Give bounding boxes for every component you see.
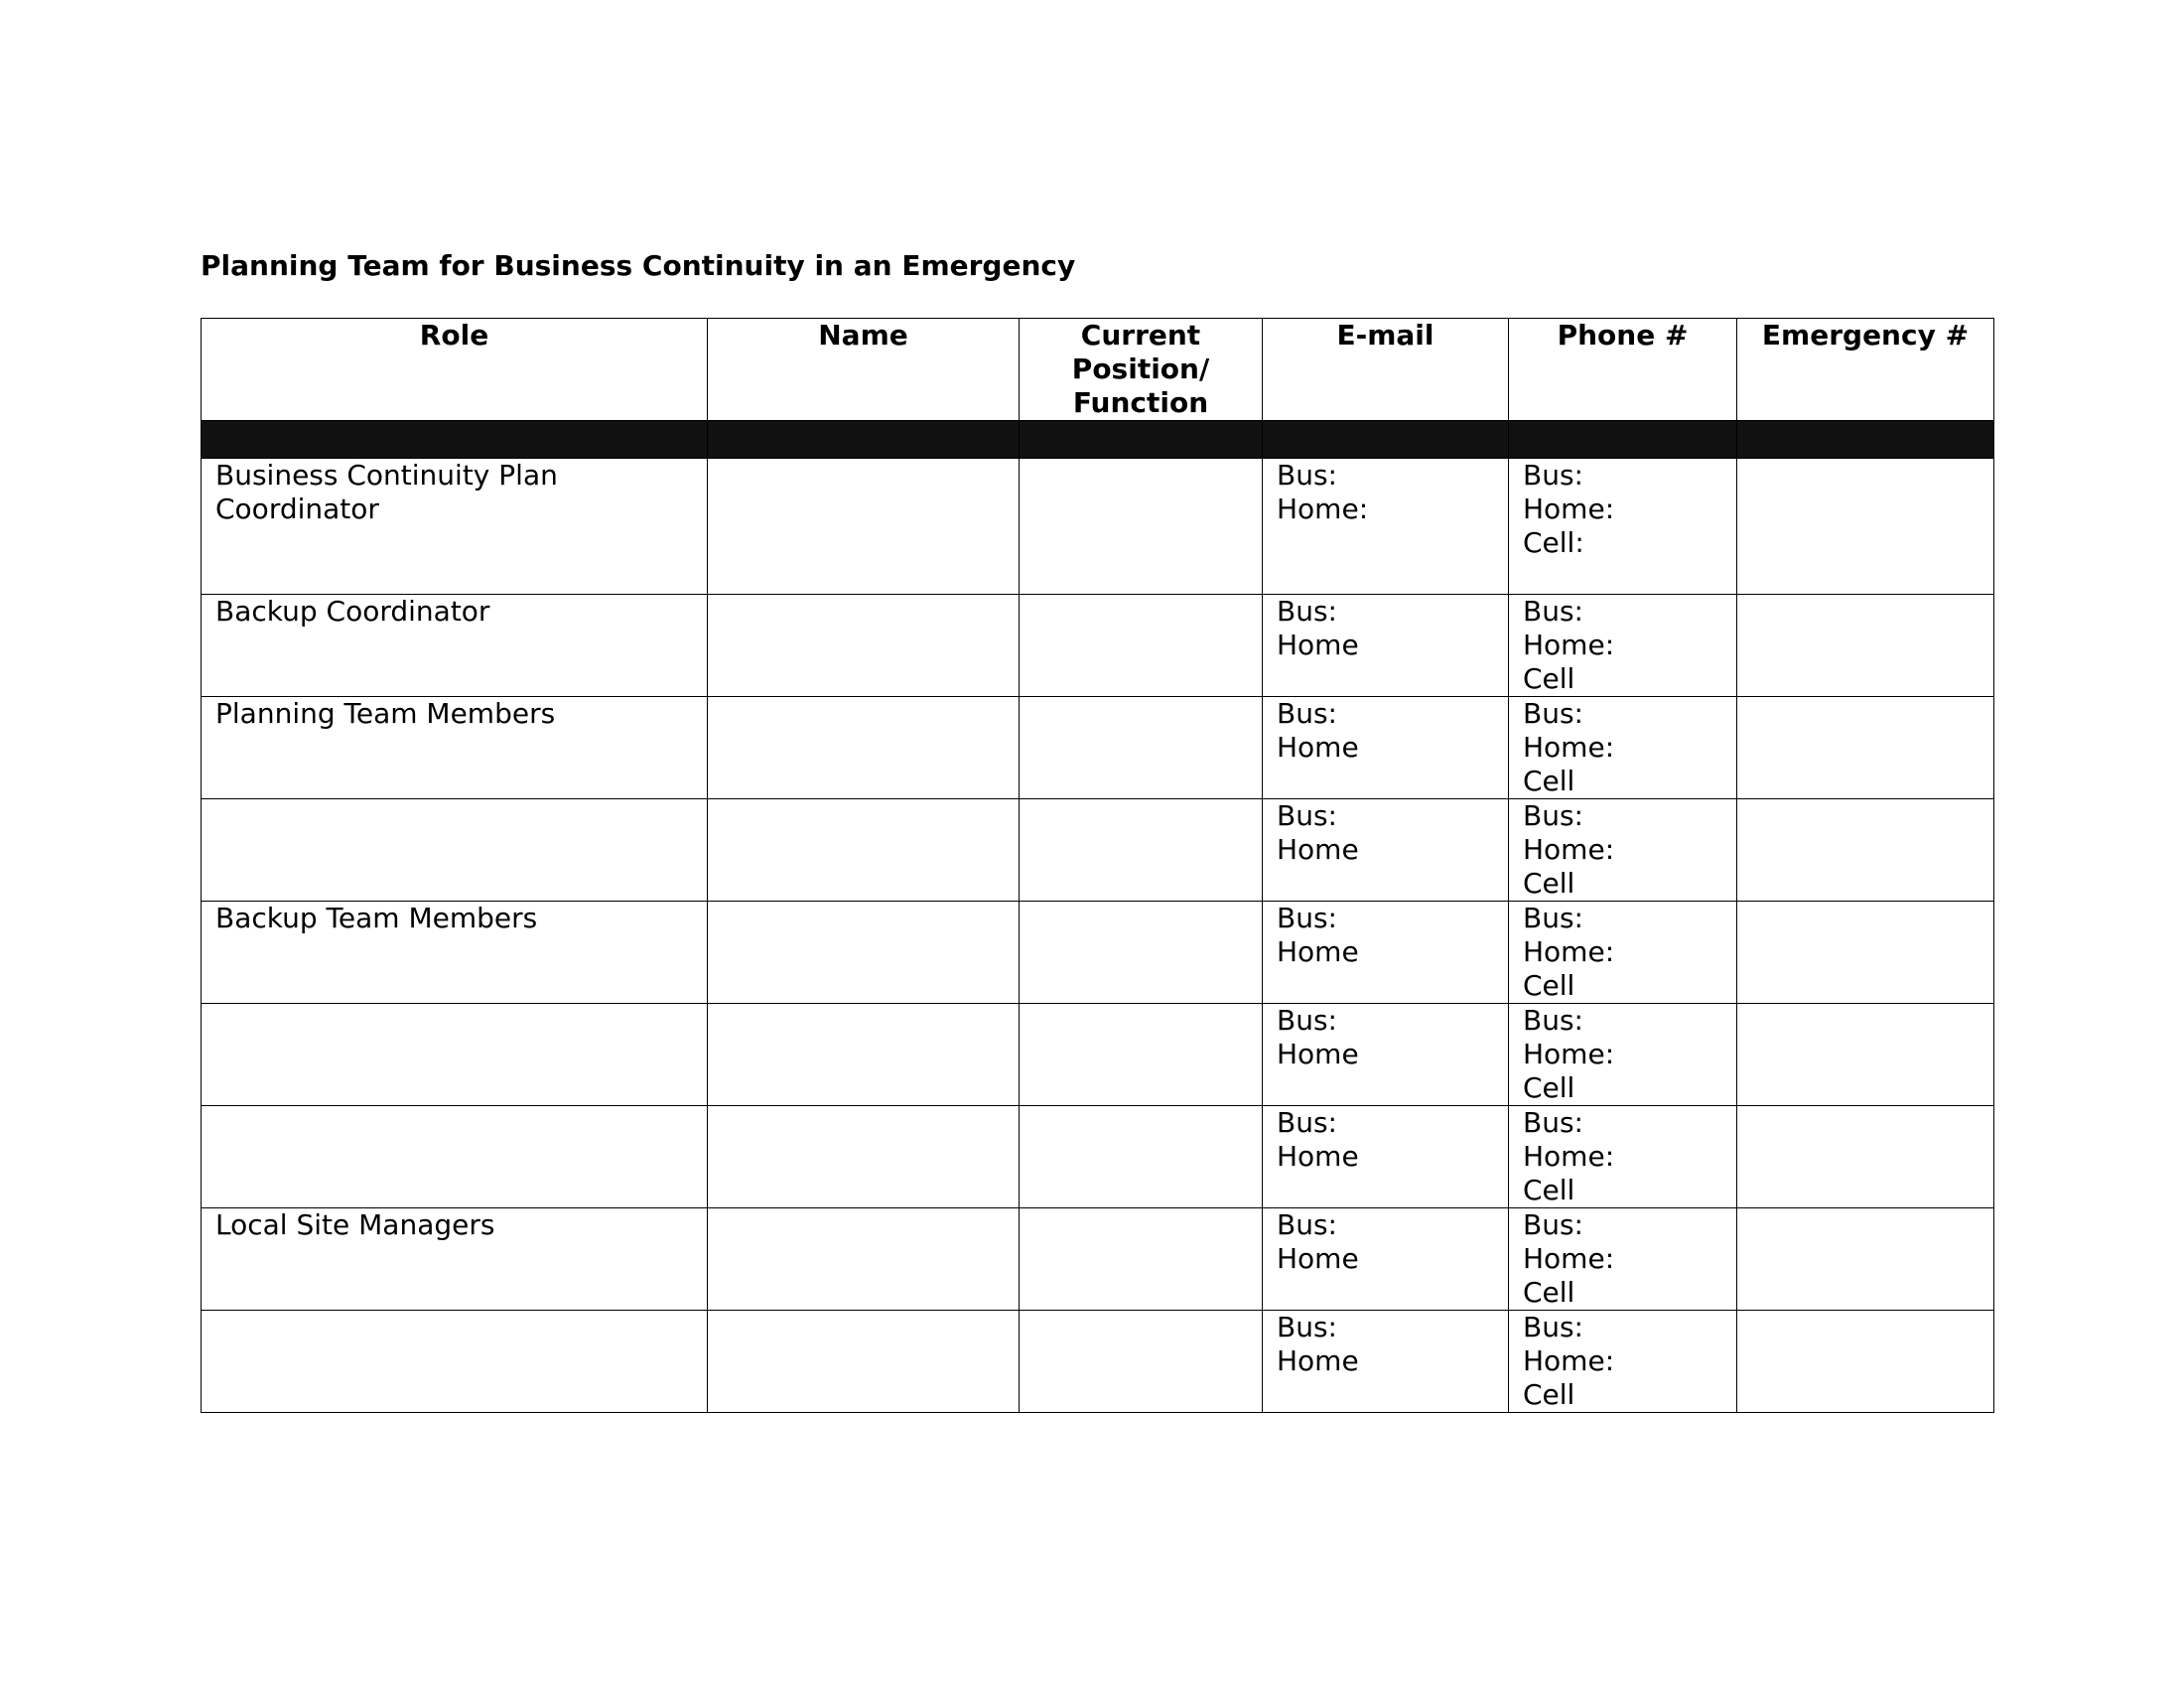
phone-label: Cell: [1523, 969, 1575, 1002]
phone-label: Bus:: [1523, 1311, 1583, 1343]
header-position-line: Position/: [1071, 352, 1210, 385]
role-cell[interactable]: Business Continuity Plan Coordinator: [202, 459, 708, 595]
email-label: Bus:: [1277, 1004, 1337, 1037]
phone-label: Bus:: [1523, 459, 1583, 492]
table-row: [202, 459, 1994, 595]
emergency-cell[interactable]: [1737, 595, 1994, 697]
email-cell[interactable]: [1263, 697, 1509, 799]
header-phone: Phone #: [1509, 319, 1737, 421]
phone-label: Bus:: [1523, 595, 1583, 628]
position-cell[interactable]: [1020, 902, 1263, 1004]
position-cell[interactable]: [1020, 1106, 1263, 1208]
position-cell[interactable]: [1020, 1311, 1263, 1413]
phone-label: Bus:: [1523, 902, 1583, 934]
table-row: [202, 1004, 1994, 1106]
email-label: Bus:: [1277, 1311, 1337, 1343]
phone-label: Home:: [1523, 731, 1615, 764]
band-cell: [1509, 421, 1737, 459]
table-row: [202, 1311, 1994, 1413]
band-cell: [202, 421, 708, 459]
email-label: Bus:: [1277, 459, 1337, 492]
email-label: Home: [1277, 1140, 1359, 1173]
name-cell[interactable]: [708, 1004, 1020, 1106]
header-name: Name: [708, 319, 1020, 421]
role-cell[interactable]: Planning Team Members: [202, 697, 708, 799]
header-position-line: Current: [1080, 319, 1201, 352]
email-cell[interactable]: [1263, 902, 1509, 1004]
table-row: [202, 697, 1994, 799]
role-cell[interactable]: Backup Coordinator: [202, 595, 708, 697]
phone-label: Home:: [1523, 833, 1615, 866]
planning-team-table: [201, 318, 1994, 1413]
email-cell[interactable]: [1263, 1004, 1509, 1106]
phone-label: Bus:: [1523, 697, 1583, 730]
table-row: [202, 595, 1994, 697]
email-label: Home:: [1277, 492, 1369, 525]
phone-label: Cell:: [1523, 526, 1584, 559]
phone-label: Cell: [1523, 1378, 1575, 1411]
email-label: Home: [1277, 833, 1359, 866]
phone-label: Cell: [1523, 1174, 1575, 1206]
emergency-cell[interactable]: [1737, 459, 1994, 595]
email-label: Home: [1277, 935, 1359, 968]
name-cell[interactable]: [708, 902, 1020, 1004]
email-label: Home: [1277, 731, 1359, 764]
email-label: Bus:: [1277, 799, 1337, 832]
role-cell[interactable]: Local Site Managers: [202, 1208, 708, 1311]
phone-label: Home:: [1523, 1242, 1615, 1275]
role-cell[interactable]: [202, 799, 708, 902]
phone-cell[interactable]: [1509, 697, 1737, 799]
role-cell[interactable]: Backup Team Members: [202, 902, 708, 1004]
email-label: Home: [1277, 1344, 1359, 1377]
emergency-cell[interactable]: [1737, 1106, 1994, 1208]
phone-cell[interactable]: [1509, 1311, 1737, 1413]
band-cell: [1263, 421, 1509, 459]
position-cell[interactable]: [1020, 595, 1263, 697]
emergency-cell[interactable]: [1737, 697, 1994, 799]
table-header-row: [202, 319, 1994, 421]
table-row: [202, 1208, 1994, 1311]
phone-cell[interactable]: [1509, 799, 1737, 902]
phone-label: Cell: [1523, 765, 1575, 797]
header-position-line: Function: [1072, 386, 1209, 419]
emergency-cell[interactable]: [1737, 1004, 1994, 1106]
name-cell[interactable]: [708, 1311, 1020, 1413]
role-cell[interactable]: [202, 1311, 708, 1413]
phone-label: Home:: [1523, 492, 1615, 525]
phone-label: Cell: [1523, 867, 1575, 900]
emergency-cell[interactable]: [1737, 1311, 1994, 1413]
phone-cell[interactable]: [1509, 902, 1737, 1004]
phone-label: Bus:: [1523, 1208, 1583, 1241]
phone-label: Bus:: [1523, 799, 1583, 832]
position-cell[interactable]: [1020, 1004, 1263, 1106]
band-cell: [1020, 421, 1263, 459]
emergency-cell[interactable]: [1737, 1208, 1994, 1311]
table-body: [202, 459, 1994, 1413]
phone-label: Home:: [1523, 935, 1615, 968]
position-cell[interactable]: [1020, 459, 1263, 595]
phone-label: Cell: [1523, 1071, 1575, 1104]
header-band-row: [202, 421, 1994, 459]
position-cell[interactable]: [1020, 697, 1263, 799]
name-cell[interactable]: [708, 595, 1020, 697]
email-label: Bus:: [1277, 1106, 1337, 1139]
email-label: Bus:: [1277, 595, 1337, 628]
email-cell[interactable]: [1263, 1311, 1509, 1413]
phone-cell[interactable]: [1509, 1208, 1737, 1311]
email-cell[interactable]: [1263, 799, 1509, 902]
email-cell[interactable]: [1263, 595, 1509, 697]
phone-label: Home:: [1523, 1038, 1615, 1070]
phone-cell[interactable]: [1509, 595, 1737, 697]
phone-label: Home:: [1523, 1140, 1615, 1173]
phone-label: Home:: [1523, 629, 1615, 661]
band-cell: [1737, 421, 1994, 459]
email-label: Home: [1277, 629, 1359, 661]
email-cell[interactable]: [1263, 1106, 1509, 1208]
name-cell[interactable]: [708, 1208, 1020, 1311]
position-cell[interactable]: [1020, 799, 1263, 902]
email-cell[interactable]: [1263, 1208, 1509, 1311]
email-cell[interactable]: [1263, 459, 1509, 595]
phone-label: Cell: [1523, 662, 1575, 695]
phone-cell[interactable]: [1509, 459, 1737, 595]
header-email: E-mail: [1263, 319, 1509, 421]
phone-cell[interactable]: [1509, 1106, 1737, 1208]
table-row: [202, 799, 1994, 902]
name-cell[interactable]: [708, 799, 1020, 902]
phone-label: Bus:: [1523, 1004, 1583, 1037]
role-cell[interactable]: [202, 1106, 708, 1208]
name-cell[interactable]: [708, 697, 1020, 799]
header-position: [1020, 319, 1263, 421]
name-cell[interactable]: [708, 459, 1020, 595]
emergency-cell[interactable]: [1737, 902, 1994, 1004]
role-cell[interactable]: [202, 1004, 708, 1106]
email-label: Home: [1277, 1242, 1359, 1275]
phone-label: Home:: [1523, 1344, 1615, 1377]
emergency-cell[interactable]: [1737, 799, 1994, 902]
band-cell: [708, 421, 1020, 459]
phone-label: Cell: [1523, 1276, 1575, 1309]
email-label: Home: [1277, 1038, 1359, 1070]
table-row: [202, 902, 1994, 1004]
header-emergency: Emergency #: [1737, 319, 1994, 421]
header-role: Role: [202, 319, 708, 421]
phone-label: Bus:: [1523, 1106, 1583, 1139]
position-cell[interactable]: [1020, 1208, 1263, 1311]
email-label: Bus:: [1277, 1208, 1337, 1241]
phone-cell[interactable]: [1509, 1004, 1737, 1106]
name-cell[interactable]: [708, 1106, 1020, 1208]
email-label: Bus:: [1277, 697, 1337, 730]
email-label: Bus:: [1277, 902, 1337, 934]
document-title: Planning Team for Business Continuity in an Emergency: [201, 249, 1076, 282]
table-row: [202, 1106, 1994, 1208]
